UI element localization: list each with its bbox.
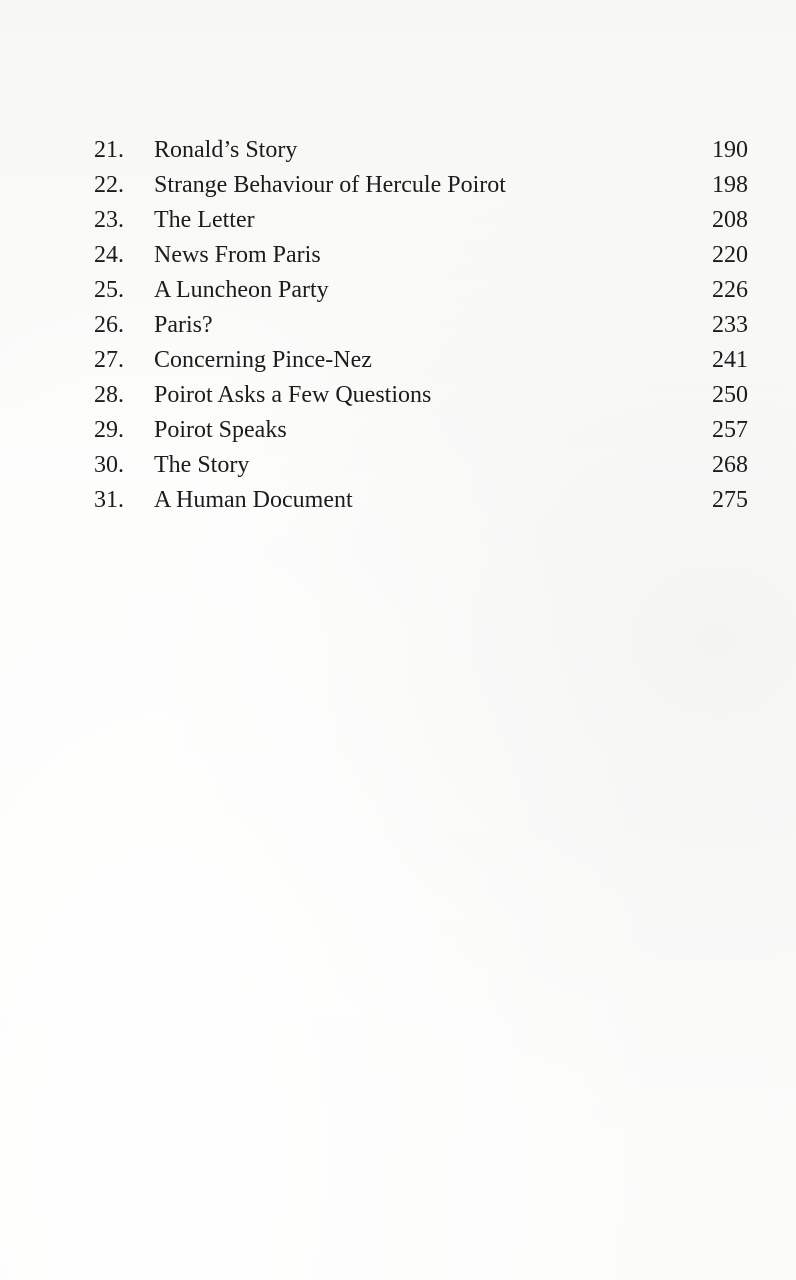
chapter-title: The Letter: [154, 207, 255, 233]
chapter-title: Poirot Speaks: [154, 417, 287, 443]
toc-entry: [94, 448, 748, 483]
toc-entry: [94, 238, 748, 273]
toc-entry: [94, 133, 748, 168]
chapter-number: 25.: [94, 277, 124, 303]
chapter-number: 26.: [94, 312, 124, 338]
chapter-number: 30.: [94, 452, 124, 478]
chapter-title: News From Paris: [154, 242, 321, 268]
chapter-title: A Luncheon Party: [154, 277, 329, 303]
chapter-title: Paris?: [154, 312, 213, 338]
chapter-title: The Story: [154, 452, 250, 478]
toc-entry: [94, 168, 748, 203]
chapter-number: 29.: [94, 417, 124, 443]
page-number: 257: [712, 417, 748, 443]
page-number: 208: [712, 207, 748, 233]
chapter-number: 24.: [94, 242, 124, 268]
chapter-number: 27.: [94, 347, 124, 373]
toc-entry: [94, 483, 748, 518]
chapter-number: 23.: [94, 207, 124, 233]
chapter-title: Ronald’s Story: [154, 137, 298, 163]
page-number: 275: [712, 487, 748, 513]
chapter-title: Strange Behaviour of Hercule Poirot: [154, 172, 506, 198]
page-number: 226: [712, 277, 748, 303]
chapter-number: 31.: [94, 487, 124, 513]
table-of-contents: [94, 133, 748, 518]
toc-entry: [94, 203, 748, 238]
page-number: 190: [712, 137, 748, 163]
page-number: 250: [712, 382, 748, 408]
page-number: 198: [712, 172, 748, 198]
chapter-title: Concerning Pince-Nez: [154, 347, 372, 373]
page-number: 233: [712, 312, 748, 338]
toc-entry: [94, 343, 748, 378]
toc-entry: [94, 413, 748, 448]
toc-entry: [94, 378, 748, 413]
page-number: 220: [712, 242, 748, 268]
chapter-number: 28.: [94, 382, 124, 408]
toc-entry: [94, 273, 748, 308]
chapter-number: 22.: [94, 172, 124, 198]
chapter-title: A Human Document: [154, 487, 353, 513]
chapter-title: Poirot Asks a Few Questions: [154, 382, 432, 408]
page-number: 268: [712, 452, 748, 478]
toc-entry: [94, 308, 748, 343]
page-number: 241: [712, 347, 748, 373]
chapter-number: 21.: [94, 137, 124, 163]
